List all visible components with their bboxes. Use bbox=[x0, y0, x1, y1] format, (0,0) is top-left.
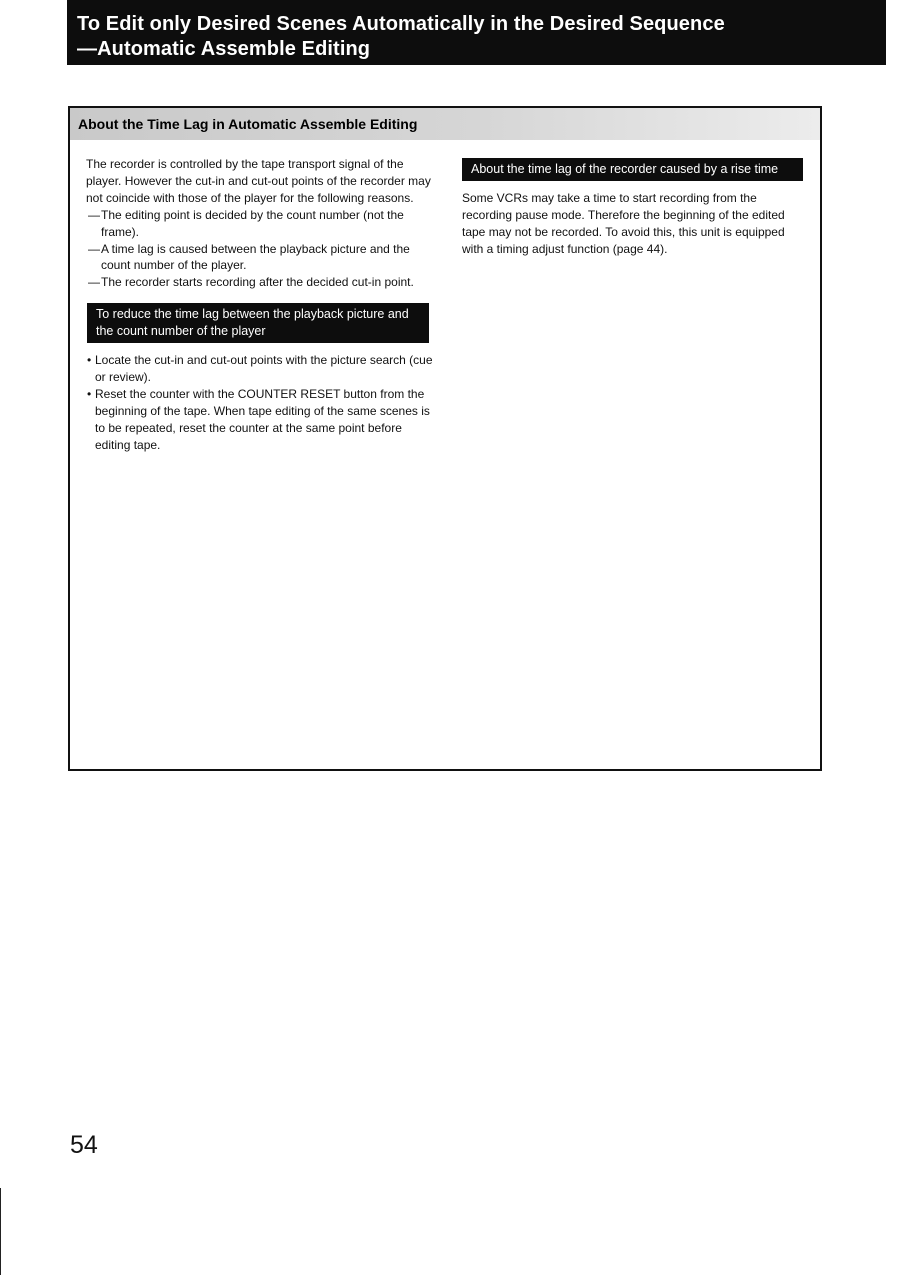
list-item bbox=[86, 274, 434, 291]
time-lag-section bbox=[68, 106, 822, 771]
scan-edge-line bbox=[0, 1188, 1, 1275]
page-number: 54 bbox=[70, 1131, 98, 1159]
list-item bbox=[86, 352, 434, 386]
bullet-marker: • bbox=[87, 387, 92, 402]
page-title-line-1: To Edit only Desired Scenes Automatically in the Desired Sequence bbox=[77, 13, 725, 35]
rise-time-heading: About the time lag of the recorder caused by a rise time bbox=[462, 158, 803, 181]
list-item bbox=[86, 386, 434, 454]
reasons-list bbox=[86, 207, 434, 292]
list-item bbox=[86, 207, 434, 241]
reason-text: A time lag is caused between the playback picture and the count number of the player. bbox=[101, 241, 410, 273]
dash-marker: — bbox=[88, 275, 100, 290]
bullet-marker: • bbox=[87, 353, 92, 368]
reduce-time-lag-heading: To reduce the time lag between the playback picture and the count number of the player bbox=[87, 303, 429, 343]
dash-marker: — bbox=[88, 207, 100, 222]
reason-text: The recorder starts recording after the decided cut-in point. bbox=[101, 275, 414, 290]
tip-text: Reset the counter with the COUNTER RESET button from the beginning of the tape. When tape editing of the same scenes is to be repeated, reset the counter at the same point before editing tape. bbox=[95, 387, 430, 452]
page-title-line-2: —Automatic Assemble Editing bbox=[77, 38, 371, 60]
list-item bbox=[86, 241, 434, 275]
section-heading-bar bbox=[70, 108, 820, 140]
dash-marker: — bbox=[88, 241, 100, 256]
rise-time-paragraph: Some VCRs may take a time to start recording from the recording pause mode. Therefore the beginning of the edited tape may not be recorded. To avoid this, this unit is equipped with a timing adjust function (page 44). bbox=[462, 191, 785, 256]
intro-paragraph: The recorder is controlled by the tape transport signal of the player. However the cut-in and cut-out points of the recorder may not coincide with those of the player for the following reasons. bbox=[86, 157, 431, 205]
page-title-bar bbox=[67, 0, 886, 65]
section-heading: About the Time Lag in Automatic Assemble Editing bbox=[78, 116, 418, 132]
reduce-tips-list bbox=[86, 352, 434, 453]
tip-text: Locate the cut-in and cut-out points with the picture search (cue or review). bbox=[95, 353, 433, 385]
left-column bbox=[86, 156, 434, 454]
right-column bbox=[462, 158, 804, 258]
reason-text: The editing point is decided by the count number (not the frame). bbox=[101, 207, 404, 239]
